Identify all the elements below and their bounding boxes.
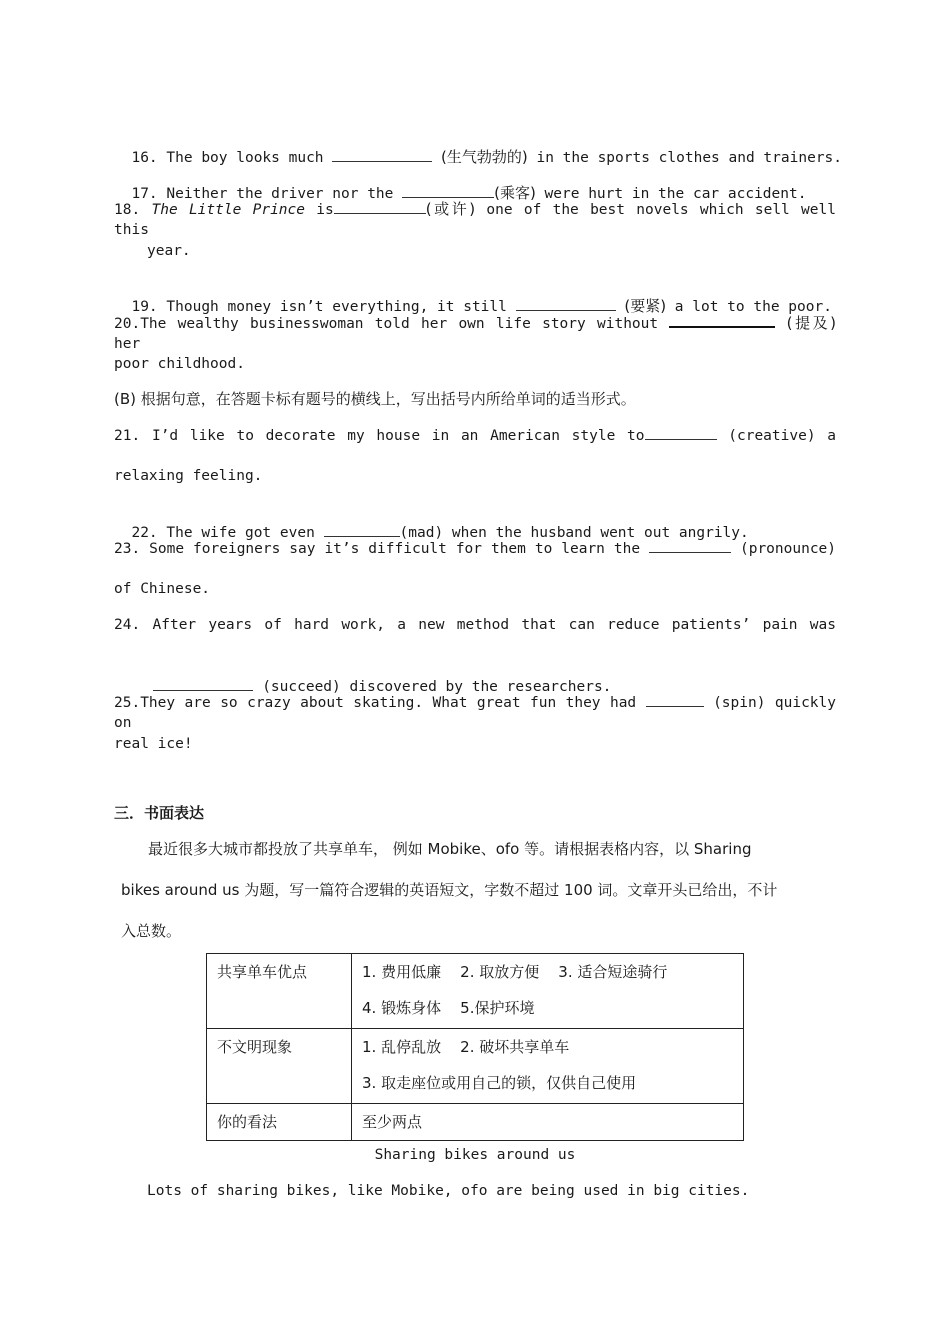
- answer-blank-24[interactable]: [153, 676, 253, 691]
- question-21: 21. I’d like to decorate my house in an American style to (creative) a: [114, 425, 836, 446]
- table-row-advantages: [207, 954, 744, 1029]
- answer-blank-20[interactable]: [669, 312, 775, 328]
- question-23-continued: of Chinese.: [114, 581, 211, 597]
- answer-blank-18[interactable]: [334, 199, 426, 214]
- answer-blank-25[interactable]: [646, 692, 704, 707]
- question-20-continued: poor childhood.: [114, 356, 245, 372]
- table-row-opinion: [207, 1104, 744, 1141]
- question-21-continued: relaxing feeling.: [114, 468, 263, 484]
- question-18-continued: year.: [147, 243, 191, 259]
- answer-blank-16[interactable]: [332, 147, 432, 162]
- row-label-uncivilized: 不文明现象: [217, 1038, 293, 1056]
- question-17: 17. Neither the driver nor the (乘客) were hurt in the car accident.: [131, 184, 807, 202]
- question-25: 25.They are so crazy about skating. What great fun they had (spin) quickly on: [114, 692, 836, 733]
- writing-intro-line-1: 最近很多大城市都投放了共享单车， 例如 Mobike、ofo 等。请根据表格内容，以 Sharing: [148, 840, 752, 858]
- writing-section-heading: 三．书面表达: [114, 804, 205, 822]
- question-23: 23. Some foreigners say it’s difficult for them to learn the (pronounce): [114, 538, 836, 559]
- answer-blank-19[interactable]: [516, 296, 616, 311]
- answer-blank-23[interactable]: [649, 538, 731, 553]
- table-row-uncivilized: [207, 1029, 744, 1104]
- advantages-line-2: 4. 锻炼身体 5.保护环境: [362, 999, 535, 1017]
- question-18: 18. The Little Prince is (或许) one of the best novels which sell well this: [114, 200, 836, 238]
- question-25-continued: real ice!: [114, 736, 193, 752]
- question-24: 24. After years of hard work, a new method that can reduce patients’ pain was: [114, 617, 836, 633]
- answer-blank-21[interactable]: [645, 425, 717, 440]
- question-22: 22. The wife got even (mad) when the husband went out angrily.: [114, 502, 749, 543]
- question-24-continued: (succeed) discovered by the researchers.: [136, 656, 611, 697]
- sharing-bikes-table: [206, 953, 744, 1141]
- essay-start: Lots of sharing bikes, like Mobike, ofo are being used in big cities.: [147, 1183, 750, 1199]
- row-label-advantages: 共享单车优点: [217, 963, 308, 981]
- essay-title: Sharing bikes around us: [374, 1147, 576, 1163]
- section-b-instruction: (B) 根据句意，在答题卡标有题号的横线上，写出括号内所给单词的适当形式。: [114, 390, 636, 408]
- writing-intro-line-2: bikes around us 为题，写一篇符合逻辑的英语短文，字数不超过 100 词。文章开头已给出，不计: [121, 881, 778, 899]
- uncivilized-line-1: 1. 乱停乱放 2. 破坏共享单车: [362, 1038, 570, 1056]
- row-label-opinion: 你的看法: [217, 1113, 278, 1131]
- answer-blank-22[interactable]: [324, 522, 400, 537]
- answer-blank-17[interactable]: [402, 183, 494, 198]
- advantages-line-1: 1. 费用低廉 2. 取放方便 3. 适合短途骑行: [362, 963, 668, 981]
- question-16: 16. The boy looks much (生气勃勃的) in the sports clothes and trainers.: [131, 148, 843, 166]
- writing-intro-line-3: 入总数。: [121, 922, 182, 940]
- question-19: 19. Though money isn’t everything, it still (要紧) a lot to the poor.: [131, 297, 832, 315]
- question-20: 20.The wealthy businesswoman told her own life story without (提及) her: [114, 314, 836, 352]
- opinion-line-1: 至少两点: [362, 1113, 423, 1131]
- uncivilized-line-2: 3. 取走座位或用自己的锁，仅供自己使用: [362, 1074, 637, 1092]
